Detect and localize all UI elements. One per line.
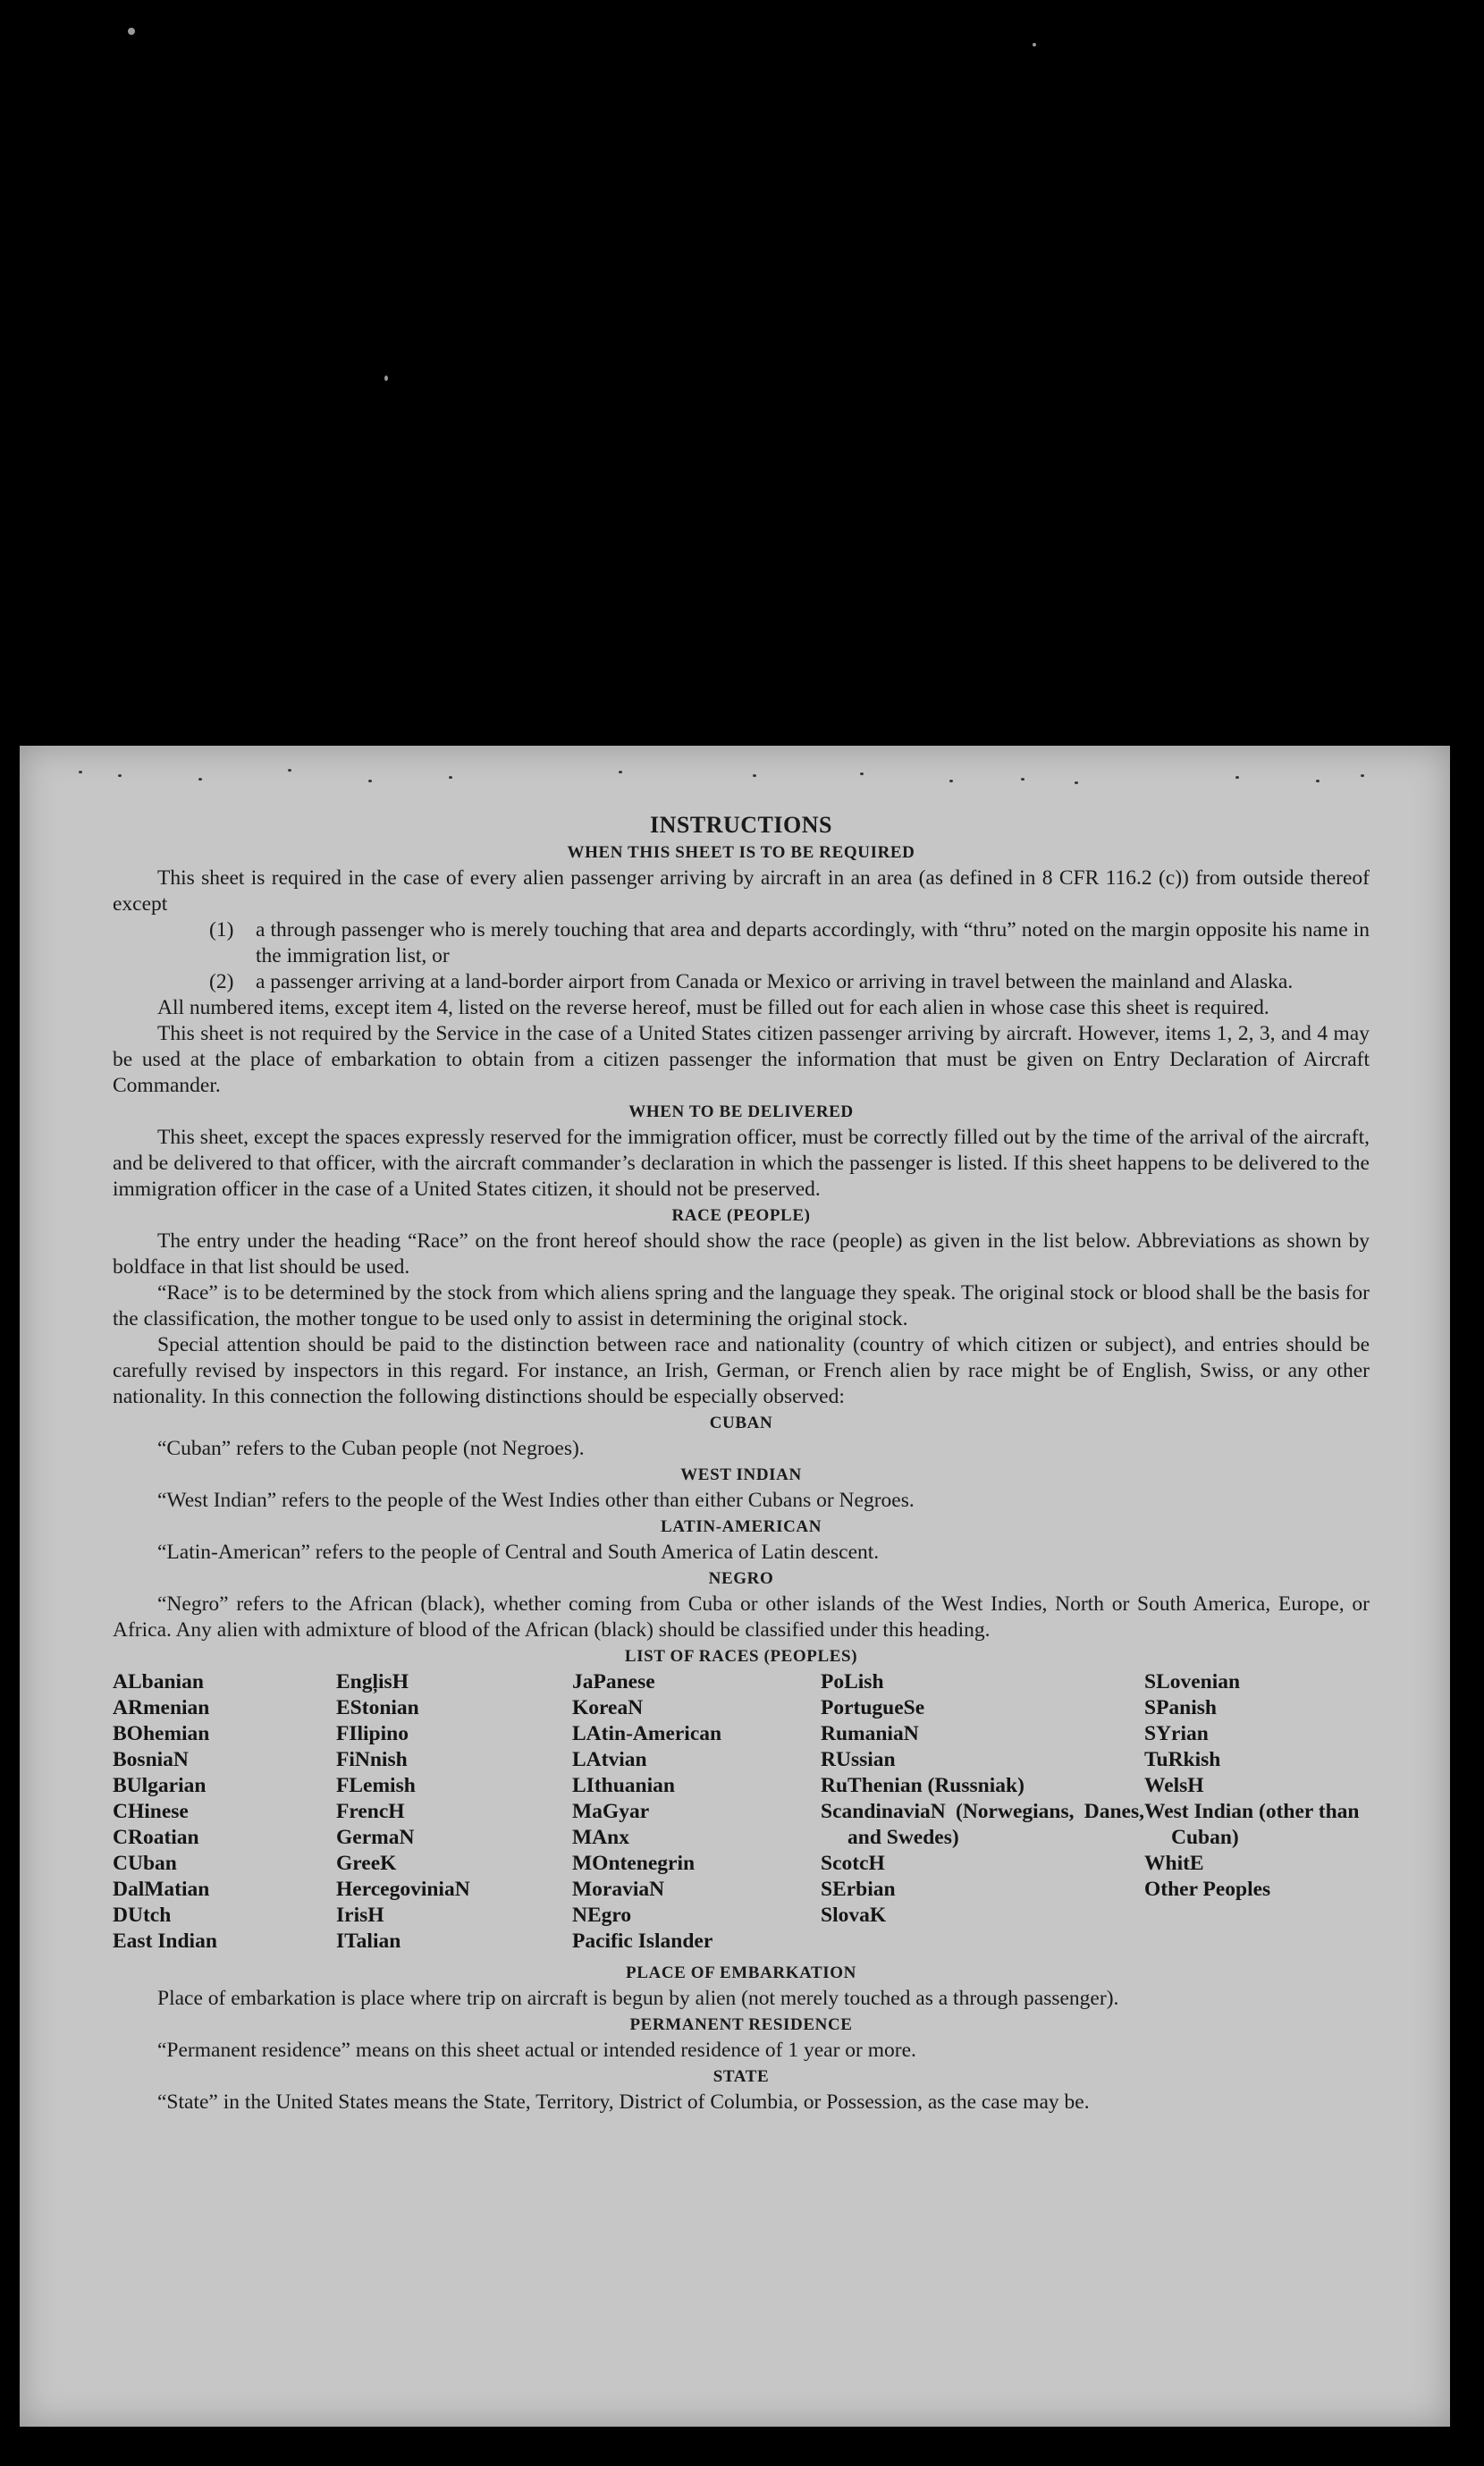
section-heading: WHEN TO BE DELIVERED — [628, 1102, 854, 1121]
race-entry: EngļisH — [336, 1670, 409, 1693]
scan-speck — [1033, 43, 1036, 46]
paragraph: “State” in the United States means the State, Territory, District of Columbia, or Possession, as the case may be. — [157, 2090, 1090, 2114]
item-number: (2) — [209, 970, 234, 993]
race-entry: FLemish — [336, 1774, 416, 1797]
race-entry: RUssian — [821, 1748, 896, 1771]
paragraph: “Cuban” refers to the Cuban people (not Negroes). — [157, 1437, 585, 1460]
race-column — [1144, 1669, 1370, 1955]
race-column — [821, 1669, 1144, 1955]
race-entry: LAtvian — [572, 1748, 647, 1771]
race-entry: FIlipino — [336, 1722, 409, 1745]
race-entry: WelsH — [1144, 1774, 1204, 1797]
scan-speck — [128, 28, 135, 35]
race-entry: PortugueSe — [821, 1696, 925, 1719]
item-text: a through passenger who is merely touching that area and departs accordingly, with “thru” noted on the margin opposite his name in the immigration list, or — [256, 918, 1370, 967]
race-entry: LAtin-American — [572, 1722, 722, 1745]
race-entry: NEgro — [572, 1904, 632, 1927]
race-entry: ScotcH — [821, 1852, 885, 1875]
race-entry: SLovenian — [1144, 1670, 1241, 1693]
race-entry: HercegoviniaN — [336, 1878, 470, 1901]
race-column — [113, 1669, 336, 1955]
section-heading: LIST OF RACES (PEOPLES) — [624, 1647, 858, 1666]
paragraph: Place of embarkation is place where trip on aircraft is begun by alien (not merely touched as a through passenger). — [157, 1987, 1119, 2010]
race-entry: CUban — [113, 1852, 177, 1875]
section-heading: NEGRO — [708, 1569, 774, 1588]
paragraph: All numbered items, except item 4, listed on the reverse hereof, must be filled out for each alien in whose case this sheet is required. — [157, 996, 1269, 1019]
race-entry: FrencH — [336, 1800, 405, 1823]
paragraph: Special attention should be paid to the distinction between race and nationality (country of which citizen or subject), and entries should be carefully revised by inspectors in this regard. For instance, an Irish, German, or French alien by race might be of English, Swiss, or any other nationality. In this connection the following distinctions should be especially observed: — [113, 1333, 1370, 1408]
race-column — [336, 1669, 572, 1955]
race-entry: CRoatian — [113, 1826, 199, 1849]
section-heading: WEST INDIAN — [680, 1465, 802, 1484]
section-heading: PLACE OF EMBARKATION — [626, 1964, 856, 1982]
race-entry: SYrian — [1144, 1722, 1209, 1745]
list-item — [209, 969, 1370, 995]
race-entry: SErbian — [821, 1878, 896, 1901]
race-entry: GreeK — [336, 1852, 397, 1875]
paragraph: The entry under the heading “Race” on the front hereof should show the race (people) as given in the list below. Abbreviations as shown by boldface in that list should be used. — [113, 1229, 1370, 1279]
paragraph: “Permanent residence” means on this sheet actual or intended residence of 1 year or more. — [157, 2039, 916, 2062]
paragraph: This sheet, except the spaces expressly reserved for the immigration officer, must be correctly filled out by the time of the arrival of the aircraft, and be delivered to that officer, with the aircraft commander’s declaration in which the passenger is listed. If this sheet happens to be delivered to the immigration officer in the case of a United States citizen, it should not be preserved. — [113, 1126, 1370, 1201]
instruction-sheet — [20, 746, 1450, 2427]
paragraph: “Negro” refers to the African (black), whether coming from Cuba or other islands of the West Indies, North or South America, Europe, or Africa. Any alien with admixture of blood of the African (black) should be classified under this heading. — [113, 1592, 1370, 1642]
race-entry: IrisH — [336, 1904, 384, 1927]
race-entry: KoreaN — [572, 1696, 644, 1719]
paragraph: “Latin-American” refers to the people of Central and South America of Latin descent. — [157, 1541, 880, 1564]
section-heading: LATIN-AMERICAN — [660, 1517, 822, 1536]
race-entry: Other Peoples — [1144, 1878, 1271, 1901]
race-entry: GermaN — [336, 1826, 415, 1849]
race-entry: JaPanese — [572, 1670, 655, 1693]
section-heading: PERMANENT RESIDENCE — [629, 2015, 853, 2034]
scan-specks — [73, 762, 1396, 798]
race-entry: Pacific Islander — [572, 1930, 713, 1953]
race-entry: SPanish — [1144, 1696, 1217, 1719]
race-entry: RumaniaN — [821, 1722, 919, 1745]
race-column — [572, 1669, 821, 1955]
race-entry: East Indian — [113, 1930, 217, 1953]
race-entry: BosniaN — [113, 1748, 189, 1771]
item-text: a passenger arriving at a land-border airport from Canada or Mexico or arriving in travel between the mainland and Alaska. — [256, 970, 1294, 993]
race-entry: LIthuanian — [572, 1774, 675, 1797]
page-title: INSTRUCTIONS — [650, 812, 832, 838]
race-entry: TuRkish — [1144, 1748, 1221, 1771]
race-entry: DalMatian — [113, 1878, 210, 1901]
item-number: (1) — [209, 918, 234, 942]
race-entry: WhitE — [1144, 1852, 1204, 1875]
race-entry: ScandinaviaN (Norwegians, Danes, and Swedes) — [821, 1800, 1144, 1849]
section-heading: WHEN THIS SHEET IS TO BE REQUIRED — [567, 843, 915, 862]
race-entry: ITalian — [336, 1930, 401, 1953]
race-entry: ALbanian — [113, 1670, 204, 1693]
race-entry: MAnx — [572, 1826, 629, 1849]
race-list — [113, 1669, 1370, 1955]
paragraph: “Race” is to be determined by the stock from which aliens spring and the language they speak. The original stock or blood shall be the basis for the classification, the mother tongue to be used only to assist in determining the original stock. — [113, 1281, 1370, 1330]
race-entry: FiNnish — [336, 1748, 408, 1771]
race-entry: ARmenian — [113, 1696, 210, 1719]
section-heading: RACE (PEOPLE) — [671, 1206, 811, 1225]
race-entry: EStonian — [336, 1696, 419, 1719]
race-entry: MoraviaN — [572, 1878, 665, 1901]
race-entry: MOntenegrin — [572, 1852, 696, 1875]
race-entry: BUlgarian — [113, 1774, 207, 1797]
race-entry: CHinese — [113, 1800, 189, 1823]
section-heading: STATE — [712, 2067, 770, 2086]
scan-speck — [384, 376, 388, 381]
race-entry: West Indian (other than Cuban) — [1144, 1800, 1360, 1849]
paragraph: “West Indian” refers to the people of the West Indies other than either Cubans or Negroes. — [157, 1489, 915, 1512]
race-entry: PoLish — [821, 1670, 884, 1693]
section-heading: CUBAN — [709, 1414, 773, 1432]
paragraph: This sheet is required in the case of every alien passenger arriving by aircraft in an area (as defined in 8 CFR 116.2 (c)) from outside thereof except — [113, 866, 1370, 916]
race-entry: SlovaK — [821, 1904, 887, 1927]
race-entry: MaGyar — [572, 1800, 650, 1823]
paragraph: This sheet is not required by the Service in the case of a United States citizen passenger arriving by aircraft. However, items 1, 2, 3, and 4 may be used at the place of embarkation to obtain from a citizen passenger the information that must be given on Entry Declaration of Aircraft Commander. — [113, 1022, 1370, 1097]
race-entry: DUtch — [113, 1904, 172, 1927]
list-item — [209, 917, 1370, 969]
race-entry: BOhemian — [113, 1722, 210, 1745]
race-entry: RuThenian (Russniak) — [821, 1774, 1024, 1797]
